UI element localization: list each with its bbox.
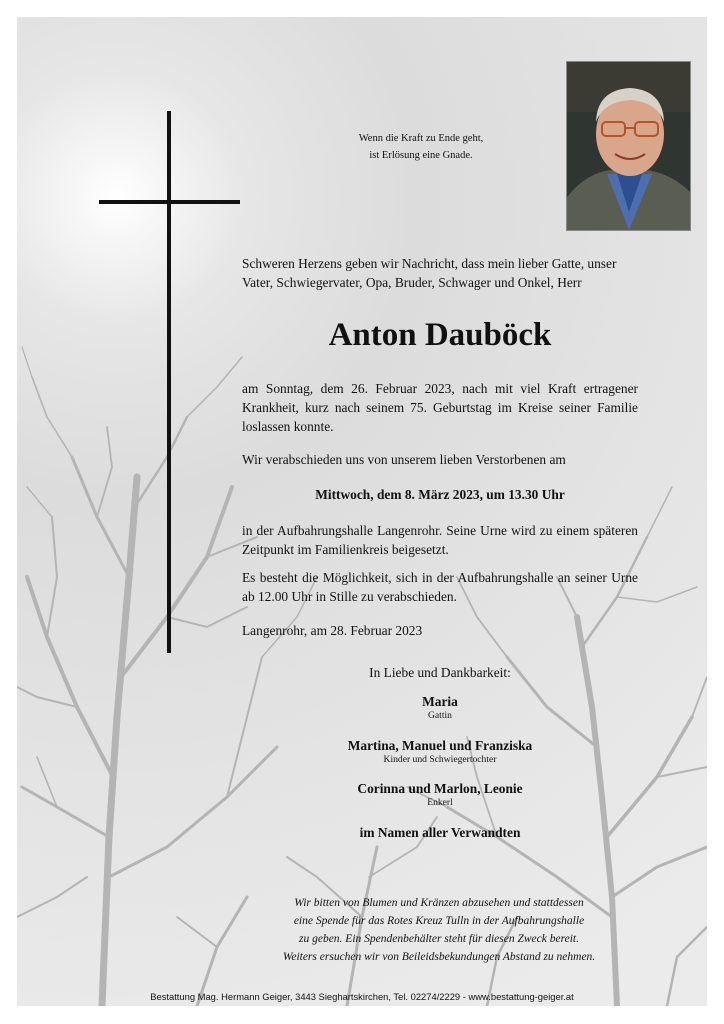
mourner-role: Enkerl xyxy=(427,797,453,808)
mourner-group xyxy=(242,738,638,765)
cross-vertical-beam xyxy=(167,111,171,653)
motto-line-1: Wenn die Kraft zu Ende geht, xyxy=(358,133,484,144)
memorial-motto xyxy=(331,130,511,164)
motto-line-2: ist Erlösung eine Gnade. xyxy=(369,150,473,161)
portrait-photo xyxy=(566,61,691,231)
mourner-group xyxy=(242,781,638,808)
mourner-names: Corinna und Marlon, Leonie xyxy=(357,781,523,796)
funeral-home-footer: Bestattung Mag. Hermann Geiger, 3443 Sieghartskirchen, Tel. 02274/2229 - www.bestattung-geiger.at xyxy=(150,991,574,1002)
condolence-request: Weiters ersuchen wir von Beileidsbekundungen Abstand zu nehmen. xyxy=(282,951,596,963)
mourner-role: Kinder und Schwiegertochter xyxy=(383,754,497,765)
obituary-card xyxy=(17,17,707,1006)
mourner-names: Maria xyxy=(422,694,458,709)
intro-text: Schweren Herzens geben wir Nachricht, dass mein lieber Gatte, unser Vater, Schwiegervater, Opa, Bruder, Schwager und Onkel, Herr xyxy=(242,256,617,290)
donation-request xyxy=(239,894,639,948)
cross-horizontal-beam xyxy=(99,200,240,204)
mourners-closing: im Namen aller Verwandten xyxy=(359,825,521,840)
viewing-text: Es besteht die Möglichkeit, sich in der Aufbahrungshalle an seiner Urne ab 12.00 Uhr in Stille zu verabschieden. xyxy=(242,570,638,604)
deceased-name: Anton Dauböck xyxy=(328,317,552,353)
farewell-intro-text: Wir verabschieden uns von unserem lieben Verstorbenen am xyxy=(242,452,566,467)
plea-line-2: eine Spende für das Rotes Kreuz Tulln in der Aufbahrungshalle xyxy=(293,915,585,927)
location-text: in der Aufbahrungshalle Langenrohr. Seine Urne wird zu einem späteren Zeitpunkt im Familienkreis beigesetzt. xyxy=(242,523,638,557)
place-and-date: Langenrohr, am 28. Februar 2023 xyxy=(242,623,423,638)
ceremony-date: Mittwoch, dem 8. März 2023, um 13.30 Uhr xyxy=(315,487,565,502)
mourner-role: Gattin xyxy=(428,710,452,721)
mourner-names: Martina, Manuel und Franziska xyxy=(347,738,533,753)
death-notice-text: am Sonntag, dem 26. Februar 2023, nach mit viel Kraft ertragener Krankheit, kurz nach seinem 75. Geburtstag im Kreise seiner Familie loslassen konnte. xyxy=(242,381,638,434)
portrait-image xyxy=(567,62,690,230)
mourner-group xyxy=(242,694,638,721)
plea-line-3: zu geben. Ein Spendenbehälter steht für diesen Zweck bereit. xyxy=(299,933,579,945)
plea-line-1: Wir bitten von Blumen und Kränzen abzusehen und stattdessen xyxy=(294,897,584,909)
mourners-heading: In Liebe und Dankbarkeit: xyxy=(369,665,511,680)
